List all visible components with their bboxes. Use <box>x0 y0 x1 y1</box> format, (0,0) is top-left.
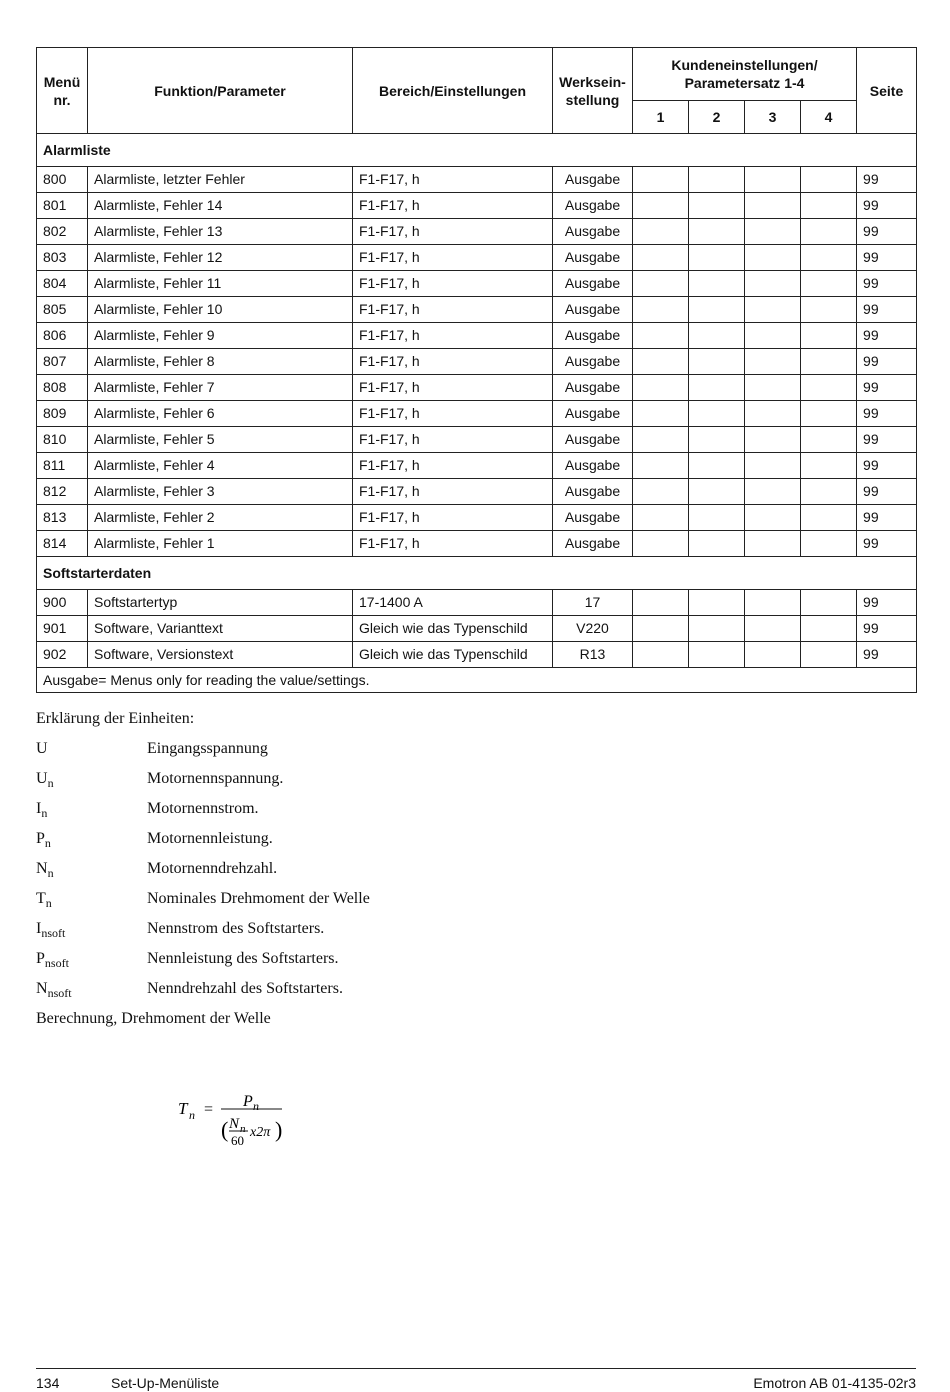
cell-set-3 <box>745 616 801 642</box>
cell-set-4 <box>801 479 857 505</box>
cell-set-2 <box>689 219 745 245</box>
cell-range: 17-1400 A <box>353 590 553 616</box>
unit-symbol-letter: P <box>36 950 45 967</box>
table-row <box>37 401 917 427</box>
unit-symbol-subscript: nsoft <box>41 926 66 941</box>
unit-description: Nenndrehzahl des Softstarters. <box>147 980 343 997</box>
unit-row <box>36 854 636 884</box>
cell-set-3 <box>745 642 801 668</box>
formula-inner-denominator: 60 <box>231 1133 244 1148</box>
cell-set-3 <box>745 590 801 616</box>
units-heading: Erklärung der Einheiten: <box>36 710 195 727</box>
cell-set-1 <box>633 271 689 297</box>
cell-set-1 <box>633 616 689 642</box>
unit-row <box>36 884 636 914</box>
page-footer <box>36 1368 916 1391</box>
unit-description: Eingangsspannung <box>147 740 268 757</box>
cell-set-3 <box>745 193 801 219</box>
cell-default: Ausgabe <box>553 375 633 401</box>
cell-set-2 <box>689 401 745 427</box>
cell-function: Software, Versionstext <box>88 642 353 668</box>
cell-menu-nr: 902 <box>37 642 88 668</box>
cell-range: F1-F17, h <box>353 453 553 479</box>
cell-menu-nr: 809 <box>37 401 88 427</box>
cell-set-4 <box>801 297 857 323</box>
cell-set-3 <box>745 297 801 323</box>
unit-symbol <box>36 914 147 944</box>
formula-inner-numerator-sub: n <box>240 1123 246 1135</box>
unit-row <box>36 794 636 824</box>
cell-range: F1-F17, h <box>353 505 553 531</box>
cell-set-4 <box>801 375 857 401</box>
unit-symbol <box>36 734 147 764</box>
table-header <box>37 48 917 134</box>
cell-page: 99 <box>857 167 917 193</box>
cell-page: 99 <box>857 219 917 245</box>
cell-default: Ausgabe <box>553 401 633 427</box>
cell-range: F1-F17, h <box>353 531 553 557</box>
cell-set-1 <box>633 642 689 668</box>
formula-factor: x2π <box>250 1125 271 1140</box>
formula-lhs: T <box>178 1099 188 1118</box>
cell-menu-nr: 805 <box>37 297 88 323</box>
unit-description: Nennleistung des Softstarters. <box>147 950 339 967</box>
formula-numerator-sub: n <box>253 1099 259 1113</box>
cell-function: Softstartertyp <box>88 590 353 616</box>
cell-default: Ausgabe <box>553 271 633 297</box>
unit-row <box>36 944 636 974</box>
cell-function: Alarmliste, letzter Fehler <box>88 167 353 193</box>
cell-default: Ausgabe <box>553 167 633 193</box>
cell-page: 99 <box>857 616 917 642</box>
cell-set-1 <box>633 505 689 531</box>
cell-set-4 <box>801 349 857 375</box>
cell-range: F1-F17, h <box>353 323 553 349</box>
cell-function: Alarmliste, Fehler 3 <box>88 479 353 505</box>
menu-table <box>36 47 917 693</box>
calculation-label: Berechnung, Drehmoment der Welle <box>36 1010 271 1027</box>
cell-function: Software, Varianttext <box>88 616 353 642</box>
unit-row <box>36 764 636 794</box>
cell-default: 17 <box>553 590 633 616</box>
formula-equals: = <box>204 1101 214 1118</box>
cell-set-1 <box>633 375 689 401</box>
cell-page: 99 <box>857 375 917 401</box>
cell-set-2 <box>689 531 745 557</box>
cell-menu-nr: 804 <box>37 271 88 297</box>
cell-page: 99 <box>857 479 917 505</box>
cell-menu-nr: 808 <box>37 375 88 401</box>
unit-row <box>36 974 636 1004</box>
table-row <box>37 193 917 219</box>
cell-range: Gleich wie das Typenschild <box>353 616 553 642</box>
cell-default: V220 <box>553 616 633 642</box>
cell-menu-nr: 900 <box>37 590 88 616</box>
footer-section-title: Set-Up-Menüliste <box>111 1375 220 1391</box>
unit-symbol-letter: T <box>36 890 46 907</box>
cell-function: Alarmliste, Fehler 4 <box>88 453 353 479</box>
unit-symbol-letter: I <box>36 920 42 937</box>
table-row <box>37 245 917 271</box>
cell-set-4 <box>801 453 857 479</box>
cell-set-3 <box>745 375 801 401</box>
table-row <box>37 219 917 245</box>
cell-range: F1-F17, h <box>353 297 553 323</box>
formula-close-paren: ) <box>275 1117 283 1142</box>
cell-range: F1-F17, h <box>353 427 553 453</box>
cell-menu-nr: 813 <box>37 505 88 531</box>
cell-set-2 <box>689 375 745 401</box>
unit-row <box>36 824 636 854</box>
cell-range: F1-F17, h <box>353 375 553 401</box>
cell-set-1 <box>633 297 689 323</box>
cell-set-1 <box>633 167 689 193</box>
footer-document-id: Emotron AB 01-4135-02r3 <box>753 1375 916 1391</box>
unit-description: Nominales Drehmoment der Welle <box>147 890 370 907</box>
note-row <box>37 668 917 693</box>
cell-set-2 <box>689 323 745 349</box>
unit-symbol-letter: U <box>36 740 48 757</box>
unit-symbol <box>36 884 147 914</box>
cell-function: Alarmliste, Fehler 6 <box>88 401 353 427</box>
cell-page: 99 <box>857 349 917 375</box>
units-explanation <box>36 704 636 1034</box>
cell-set-3 <box>745 219 801 245</box>
cell-range: F1-F17, h <box>353 271 553 297</box>
cell-default: Ausgabe <box>553 505 633 531</box>
cell-range: F1-F17, h <box>353 193 553 219</box>
cell-range: Gleich wie das Typenschild <box>353 642 553 668</box>
cell-default: Ausgabe <box>553 349 633 375</box>
cell-set-3 <box>745 401 801 427</box>
cell-page: 99 <box>857 427 917 453</box>
cell-page: 99 <box>857 323 917 349</box>
section-row <box>37 557 917 590</box>
cell-range: F1-F17, h <box>353 245 553 271</box>
unit-symbol-letter: N <box>36 860 48 877</box>
unit-symbol-subscript: nsoft <box>44 956 69 971</box>
cell-default: R13 <box>553 642 633 668</box>
table-row <box>37 323 917 349</box>
unit-symbol-subscript: n <box>47 866 54 881</box>
header-page: Seite <box>857 48 917 134</box>
cell-range: F1-F17, h <box>353 401 553 427</box>
cell-page: 99 <box>857 193 917 219</box>
cell-range: F1-F17, h <box>353 167 553 193</box>
cell-function: Alarmliste, Fehler 9 <box>88 323 353 349</box>
header-set-4: 4 <box>801 101 857 134</box>
cell-set-3 <box>745 479 801 505</box>
unit-description: Motornennleistung. <box>147 830 273 847</box>
cell-set-3 <box>745 323 801 349</box>
section-title: Alarmliste <box>37 134 917 167</box>
cell-default: Ausgabe <box>553 219 633 245</box>
cell-default: Ausgabe <box>553 297 633 323</box>
header-set-1: 1 <box>633 101 689 134</box>
cell-function: Alarmliste, Fehler 7 <box>88 375 353 401</box>
table-row <box>37 531 917 557</box>
unit-symbol <box>36 794 147 824</box>
cell-set-4 <box>801 616 857 642</box>
unit-description: Nennstrom des Softstarters. <box>147 920 325 937</box>
unit-symbol <box>36 974 147 1004</box>
cell-set-3 <box>745 245 801 271</box>
section-row <box>37 134 917 167</box>
cell-menu-nr: 807 <box>37 349 88 375</box>
cell-set-3 <box>745 349 801 375</box>
cell-set-2 <box>689 349 745 375</box>
unit-symbol-letter: I <box>36 800 42 817</box>
cell-menu-nr: 803 <box>37 245 88 271</box>
cell-set-1 <box>633 401 689 427</box>
cell-set-1 <box>633 349 689 375</box>
cell-set-2 <box>689 245 745 271</box>
cell-set-2 <box>689 505 745 531</box>
header-default: Werksein-stellung <box>553 48 633 134</box>
cell-default: Ausgabe <box>553 245 633 271</box>
cell-range: F1-F17, h <box>353 219 553 245</box>
cell-default: Ausgabe <box>553 479 633 505</box>
cell-menu-nr: 811 <box>37 453 88 479</box>
cell-page: 99 <box>857 271 917 297</box>
cell-set-4 <box>801 167 857 193</box>
table-body <box>37 134 917 693</box>
cell-set-4 <box>801 245 857 271</box>
cell-set-3 <box>745 505 801 531</box>
torque-formula <box>178 1090 318 1150</box>
cell-page: 99 <box>857 297 917 323</box>
cell-set-3 <box>745 427 801 453</box>
cell-set-3 <box>745 271 801 297</box>
table-row <box>37 642 917 668</box>
unit-symbol <box>36 944 147 974</box>
cell-menu-nr: 806 <box>37 323 88 349</box>
unit-row <box>36 734 636 764</box>
cell-set-2 <box>689 590 745 616</box>
cell-set-2 <box>689 297 745 323</box>
cell-set-4 <box>801 219 857 245</box>
cell-page: 99 <box>857 642 917 668</box>
cell-set-4 <box>801 531 857 557</box>
cell-set-3 <box>745 167 801 193</box>
cell-function: Alarmliste, Fehler 11 <box>88 271 353 297</box>
section-title: Softstarterdaten <box>37 557 917 590</box>
unit-symbol <box>36 824 147 854</box>
unit-symbol-subscript: n <box>45 896 52 911</box>
header-function: Funktion/Parameter <box>88 48 353 134</box>
cell-set-4 <box>801 271 857 297</box>
table-row <box>37 297 917 323</box>
unit-symbol-letter: N <box>36 980 48 997</box>
cell-page: 99 <box>857 531 917 557</box>
cell-page: 99 <box>857 590 917 616</box>
cell-page: 99 <box>857 453 917 479</box>
table-row <box>37 167 917 193</box>
table-row <box>37 590 917 616</box>
unit-symbol <box>36 854 147 884</box>
cell-set-1 <box>633 590 689 616</box>
cell-set-1 <box>633 193 689 219</box>
cell-function: Alarmliste, Fehler 8 <box>88 349 353 375</box>
cell-function: Alarmliste, Fehler 2 <box>88 505 353 531</box>
cell-page: 99 <box>857 505 917 531</box>
table-row <box>37 375 917 401</box>
unit-row <box>36 914 636 944</box>
units-list <box>36 734 636 1004</box>
table-row <box>37 427 917 453</box>
cell-set-1 <box>633 219 689 245</box>
table-row <box>37 453 917 479</box>
cell-set-1 <box>633 453 689 479</box>
unit-symbol <box>36 764 147 794</box>
cell-default: Ausgabe <box>553 427 633 453</box>
cell-set-1 <box>633 245 689 271</box>
unit-symbol-letter: P <box>36 830 45 847</box>
cell-set-2 <box>689 427 745 453</box>
cell-set-2 <box>689 167 745 193</box>
cell-function: Alarmliste, Fehler 13 <box>88 219 353 245</box>
page-number: 134 <box>36 1375 60 1391</box>
cell-page: 99 <box>857 245 917 271</box>
cell-menu-nr: 802 <box>37 219 88 245</box>
formula-open-paren: ( <box>221 1117 229 1142</box>
cell-function: Alarmliste, Fehler 12 <box>88 245 353 271</box>
header-set-3: 3 <box>745 101 801 134</box>
unit-symbol-subscript: nsoft <box>47 986 72 1001</box>
cell-menu-nr: 901 <box>37 616 88 642</box>
table-row <box>37 271 917 297</box>
cell-menu-nr: 810 <box>37 427 88 453</box>
cell-set-2 <box>689 479 745 505</box>
cell-set-1 <box>633 531 689 557</box>
cell-set-4 <box>801 401 857 427</box>
cell-function: Alarmliste, Fehler 1 <box>88 531 353 557</box>
table-row <box>37 479 917 505</box>
cell-set-4 <box>801 427 857 453</box>
cell-function: Alarmliste, Fehler 14 <box>88 193 353 219</box>
header-range: Bereich/Einstellungen <box>353 48 553 134</box>
cell-default: Ausgabe <box>553 531 633 557</box>
unit-symbol-subscript: n <box>47 776 54 791</box>
formula-inner-numerator: N <box>229 1116 240 1132</box>
table-note: Ausgabe= Menus only for reading the value/settings. <box>37 668 917 693</box>
cell-set-3 <box>745 531 801 557</box>
cell-set-1 <box>633 323 689 349</box>
cell-function: Alarmliste, Fehler 5 <box>88 427 353 453</box>
cell-range: F1-F17, h <box>353 349 553 375</box>
cell-range: F1-F17, h <box>353 479 553 505</box>
unit-description: Motornennstrom. <box>147 800 259 817</box>
cell-default: Ausgabe <box>553 193 633 219</box>
unit-description: Motornenndrehzahl. <box>147 860 278 877</box>
cell-set-4 <box>801 193 857 219</box>
cell-menu-nr: 800 <box>37 167 88 193</box>
cell-set-2 <box>689 193 745 219</box>
cell-set-2 <box>689 642 745 668</box>
table-row <box>37 505 917 531</box>
formula-numerator: P <box>243 1093 253 1110</box>
unit-symbol-subscript: n <box>41 806 48 821</box>
header-customer-settings: Kundeneinstellungen/ Parametersatz 1-4 <box>633 48 857 101</box>
header-set-2: 2 <box>689 101 745 134</box>
cell-set-1 <box>633 479 689 505</box>
cell-set-4 <box>801 323 857 349</box>
cell-set-1 <box>633 427 689 453</box>
cell-set-2 <box>689 271 745 297</box>
formula-lhs-sub: n <box>189 1108 195 1122</box>
cell-menu-nr: 801 <box>37 193 88 219</box>
cell-default: Ausgabe <box>553 453 633 479</box>
unit-description: Motornennspannung. <box>147 770 284 787</box>
unit-symbol-subscript: n <box>44 836 51 851</box>
unit-symbol-letter: U <box>36 770 48 787</box>
cell-page: 99 <box>857 401 917 427</box>
table-row <box>37 616 917 642</box>
cell-menu-nr: 814 <box>37 531 88 557</box>
cell-set-4 <box>801 642 857 668</box>
cell-default: Ausgabe <box>553 323 633 349</box>
cell-set-2 <box>689 453 745 479</box>
cell-set-3 <box>745 453 801 479</box>
table-row <box>37 349 917 375</box>
cell-function: Alarmliste, Fehler 10 <box>88 297 353 323</box>
cell-set-4 <box>801 590 857 616</box>
header-menu-nr: Menü nr. <box>37 48 88 134</box>
cell-set-2 <box>689 616 745 642</box>
cell-set-4 <box>801 505 857 531</box>
cell-menu-nr: 812 <box>37 479 88 505</box>
